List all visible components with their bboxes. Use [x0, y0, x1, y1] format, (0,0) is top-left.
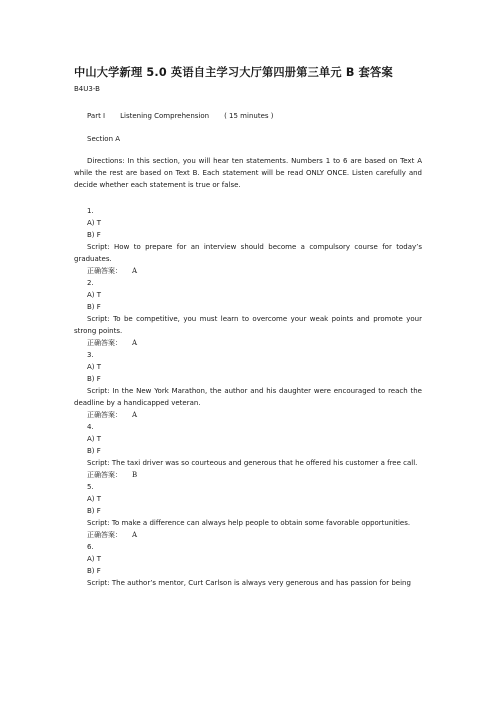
directions-paragraph: Directions: In this section, you will hear ten statements. Numbers 1 to 6 are based on Text A while the rest are based on Text B. Each statement will be read ONLY ONCE. Listen carefully and decide whether each statement is true or false. [74, 157, 422, 189]
answer-value: B [132, 471, 138, 479]
correct-answer [74, 265, 422, 277]
correct-answer [74, 529, 422, 541]
answer-value: A [132, 339, 138, 347]
answer-value: A [132, 531, 138, 539]
option-b: B) F [87, 447, 101, 455]
question-script: Script: The author’s mentor, Curt Carlson is always very generous and has passion for being [87, 579, 411, 587]
option-a: A) T [87, 219, 102, 227]
correct-answer [74, 469, 422, 481]
question-script: Script: To be competitive, you must learn to overcome your weak points and promote your strong points. [74, 315, 422, 335]
question-script: Script: In the New York Marathon, the author and his daughter were encouraged to reach the deadline by a handicapped veteran. [74, 387, 422, 407]
question-item [74, 349, 422, 421]
question-item [74, 421, 422, 481]
part-label: Part I [87, 112, 106, 120]
part-time: ( 15 minutes ) [224, 112, 274, 120]
option-b: B) F [87, 507, 101, 515]
question-item [74, 205, 422, 277]
question-number: 4. [87, 423, 94, 431]
question-item [74, 541, 422, 589]
document-title: 中山大学新理 5.0 英语自主学习大厅第四册第三单元 B 套答案 [74, 66, 393, 79]
question-number: 2. [87, 279, 94, 287]
correct-answer [74, 409, 422, 421]
section-heading: Section A [87, 135, 121, 143]
question-number: 1. [87, 207, 94, 215]
option-b: B) F [87, 303, 101, 311]
option-b: B) F [87, 567, 101, 575]
question-number: 5. [87, 483, 94, 491]
question-script: Script: To make a difference can always help people to obtain some favorable opportunities. [87, 519, 411, 527]
part-name: Listening Comprehension [120, 112, 210, 120]
option-a: A) T [87, 495, 102, 503]
question-number: 6. [87, 543, 94, 551]
answer-value: A [132, 411, 138, 419]
correct-answer [74, 337, 422, 349]
unit-code: B4U3-B [74, 85, 100, 93]
answer-value: A [132, 267, 138, 275]
option-b: B) F [87, 375, 101, 383]
option-a: A) T [87, 291, 102, 299]
option-a: A) T [87, 555, 102, 563]
question-script: Script: The taxi driver was so courteous and generous that he offered his customer a free call. [87, 459, 418, 467]
answer-label: 正确答案： [87, 267, 122, 275]
answer-label: 正确答案： [87, 471, 122, 479]
question-script: Script: How to prepare for an interview should become a compulsory course for today’s graduates. [74, 243, 422, 263]
question-list [74, 205, 422, 589]
answer-label: 正确答案： [87, 339, 122, 347]
answer-label: 正确答案： [87, 411, 122, 419]
answer-label: 正确答案： [87, 531, 122, 539]
question-number: 3. [87, 351, 94, 359]
question-item [74, 481, 422, 541]
option-a: A) T [87, 435, 102, 443]
option-a: A) T [87, 363, 102, 371]
option-b: B) F [87, 231, 101, 239]
question-item [74, 277, 422, 349]
part-heading [87, 111, 422, 121]
